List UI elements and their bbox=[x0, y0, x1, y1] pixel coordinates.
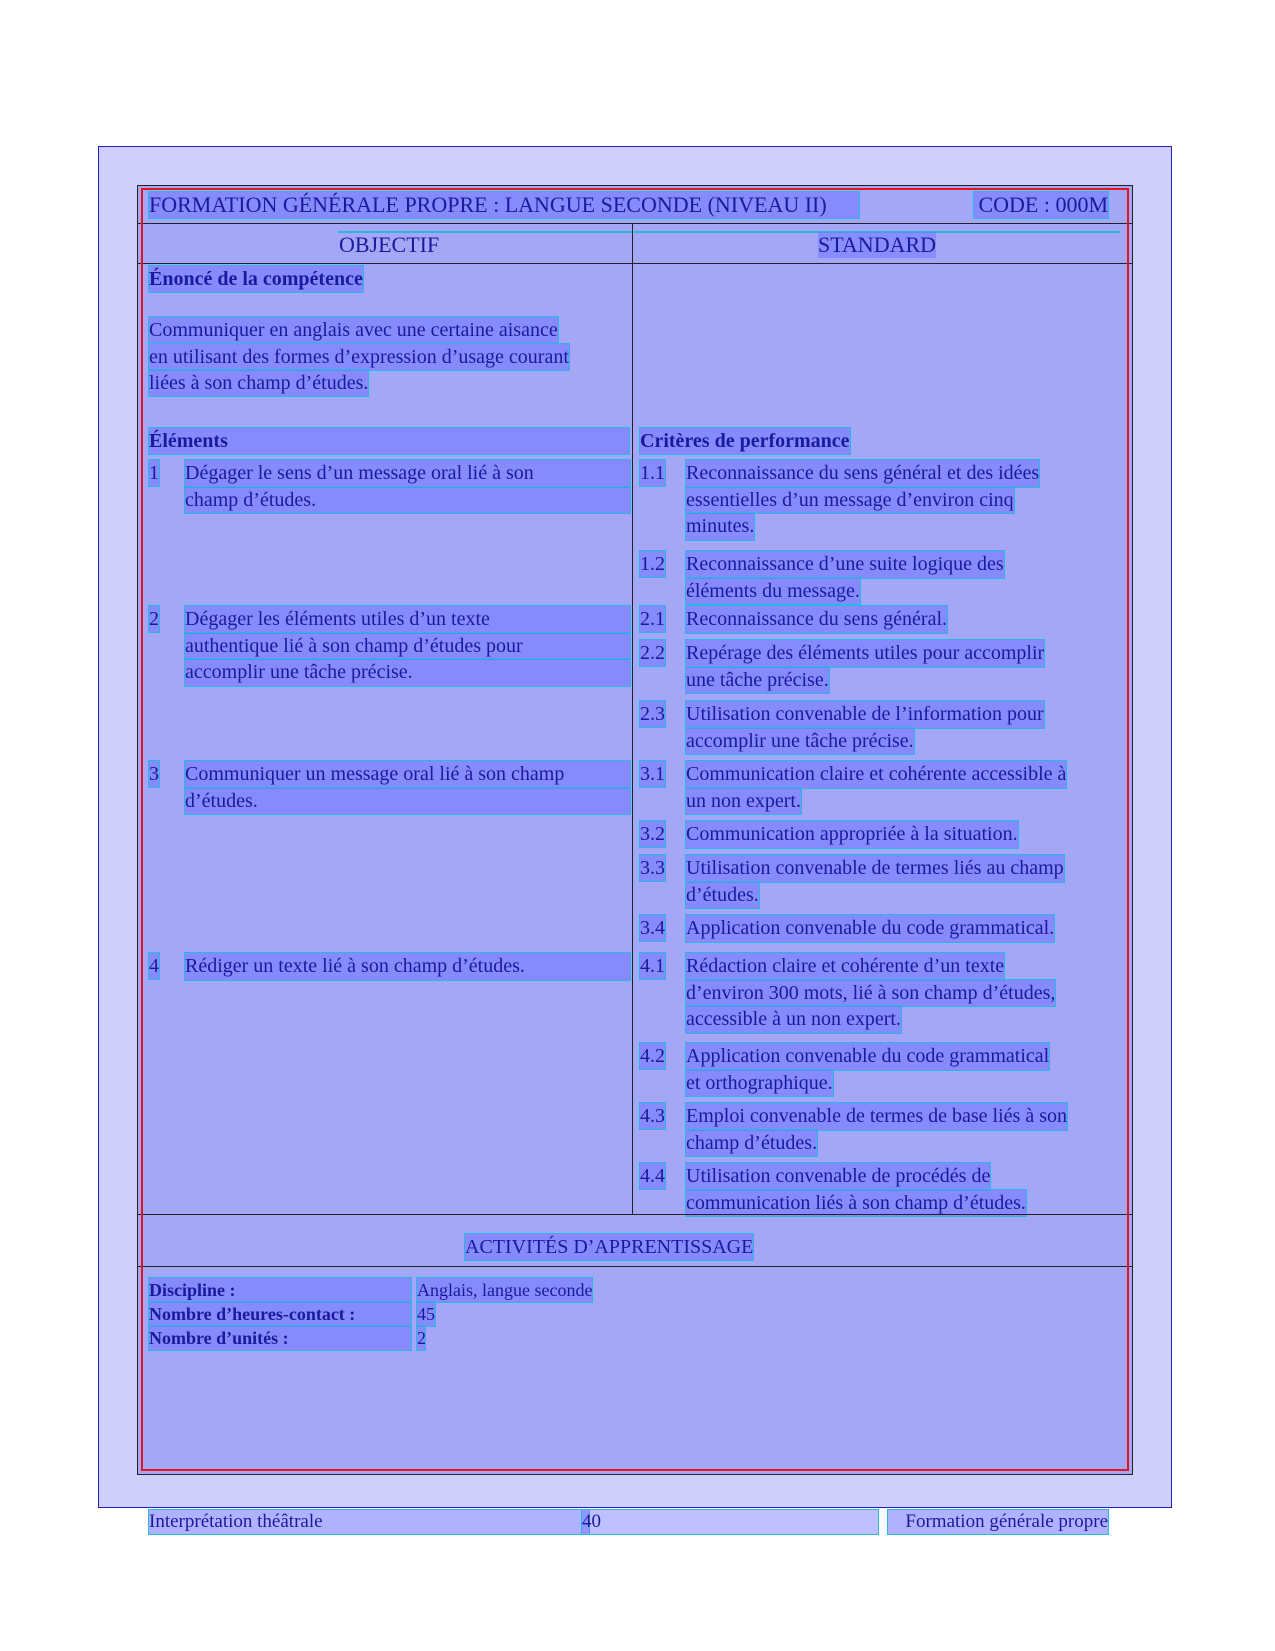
criterion-line: accomplir une tâche précise. bbox=[686, 728, 914, 755]
criterion-line: communication liés à son champ d’études. bbox=[686, 1190, 1026, 1217]
column-left-label: OBJECTIF bbox=[339, 232, 440, 257]
criterion-line: Application convenable du code grammatical bbox=[686, 1043, 1049, 1070]
footer-right: Formation générale propre bbox=[888, 1510, 1108, 1534]
criterion-number: 2.2 bbox=[640, 642, 665, 664]
criterion-number: 4.2 bbox=[640, 1045, 665, 1067]
criterion-number: 2.3 bbox=[640, 703, 665, 725]
activity-label: Discipline : bbox=[149, 1278, 411, 1302]
criterion-line: et orthographique. bbox=[686, 1070, 833, 1097]
criterion-number: 1.1 bbox=[640, 462, 665, 484]
criterion-line: Repérage des éléments utiles pour accomplir bbox=[686, 640, 1044, 667]
criterion-line: Reconnaissance d’une suite logique des bbox=[686, 551, 1004, 578]
divider bbox=[137, 263, 1133, 264]
criterion-line: Utilisation convenable de procédés de bbox=[686, 1163, 990, 1190]
element-number: 4 bbox=[149, 955, 159, 977]
competence-line: liées à son champ d’études. bbox=[149, 372, 369, 394]
column-right-label: STANDARD bbox=[818, 232, 937, 257]
criteria-heading: Critères de performance bbox=[640, 430, 850, 452]
criterion-number: 4.4 bbox=[640, 1165, 665, 1187]
footer-left: Interprétation théâtrale bbox=[149, 1510, 589, 1534]
competence-line: en utilisant des formes d’expression d’usage courant bbox=[149, 346, 569, 368]
activity-value: 2 bbox=[417, 1328, 426, 1348]
element-line: d’études. bbox=[185, 788, 630, 815]
criterion-line: Rédaction claire et cohérente d’un texte bbox=[686, 953, 1004, 980]
criterion-line: d’études. bbox=[686, 882, 759, 909]
criterion-line: Reconnaissance du sens général et des idées bbox=[686, 460, 1039, 487]
activity-label: Nombre d’unités : bbox=[149, 1326, 411, 1350]
criterion-line: Communication claire et cohérente accessible à bbox=[686, 761, 1066, 788]
criterion-line: minutes. bbox=[686, 513, 754, 540]
criterion-line: une tâche précise. bbox=[686, 667, 829, 694]
criterion-line: champ d’études. bbox=[686, 1130, 817, 1157]
criterion-number: 1.2 bbox=[640, 553, 665, 575]
criterion-line: éléments du message. bbox=[686, 578, 860, 605]
competence-heading: Énoncé de la compétence bbox=[149, 268, 363, 290]
element-line: authentique lié à son champ d’études pour bbox=[185, 633, 630, 660]
element-line: champ d’études. bbox=[185, 487, 630, 514]
criterion-number: 4.3 bbox=[640, 1105, 665, 1127]
activities-heading: ACTIVITÉS D’APPRENTISSAGE bbox=[465, 1236, 754, 1258]
activity-value: Anglais, langue seconde bbox=[417, 1280, 593, 1300]
element-line: accomplir une tâche précise. bbox=[185, 659, 630, 686]
element-line: Rédiger un texte lié à son champ d’études. bbox=[185, 953, 630, 980]
element-number: 1 bbox=[149, 462, 159, 484]
criterion-line: Emploi convenable de termes de base liés à son bbox=[686, 1103, 1067, 1130]
criterion-number: 4.1 bbox=[640, 955, 665, 977]
criterion-line: Reconnaissance du sens général. bbox=[686, 606, 947, 633]
elements-heading: Éléments bbox=[149, 428, 629, 454]
divider bbox=[137, 1266, 1133, 1267]
competence-line: Communiquer en anglais avec une certaine aisance bbox=[149, 319, 558, 341]
column-divider bbox=[632, 223, 633, 1214]
element-line: Dégager les éléments utiles d’un texte bbox=[185, 606, 630, 633]
criterion-line: Utilisation convenable de l’information pour bbox=[686, 701, 1044, 728]
activity-label: Nombre d’heures-contact : bbox=[149, 1302, 411, 1326]
element-number: 3 bbox=[149, 763, 159, 785]
element-number: 2 bbox=[149, 608, 159, 630]
course-code: CODE : 000M bbox=[974, 192, 1108, 218]
element-line: Dégager le sens d’un message oral lié à son bbox=[185, 460, 630, 487]
criterion-number: 3.4 bbox=[640, 917, 665, 939]
course-title: FORMATION GÉNÉRALE PROPRE : LANGUE SECONDE (NIVEAU II) bbox=[149, 192, 859, 218]
activity-value: 45 bbox=[417, 1304, 435, 1324]
criterion-number: 3.1 bbox=[640, 763, 665, 785]
criterion-line: Utilisation convenable de termes liés au champ bbox=[686, 855, 1064, 882]
criterion-line: d’environ 300 mots, lié à son champ d’études, bbox=[686, 980, 1055, 1007]
element-line: Communiquer un message oral lié à son champ bbox=[185, 761, 630, 788]
criterion-number: 2.1 bbox=[640, 608, 665, 630]
criterion-number: 3.2 bbox=[640, 823, 665, 845]
divider bbox=[137, 223, 1133, 224]
criterion-number: 3.3 bbox=[640, 857, 665, 879]
criterion-line: Communication appropriée à la situation. bbox=[686, 821, 1018, 848]
criterion-line: essentielles d’un message d’environ cinq bbox=[686, 487, 1014, 514]
criterion-line: un non expert. bbox=[686, 788, 801, 815]
criterion-line: Application convenable du code grammatical. bbox=[686, 915, 1054, 942]
criterion-line: accessible à un non expert. bbox=[686, 1006, 901, 1033]
divider bbox=[137, 1214, 1133, 1215]
footer-page-number: 40 bbox=[582, 1510, 878, 1534]
